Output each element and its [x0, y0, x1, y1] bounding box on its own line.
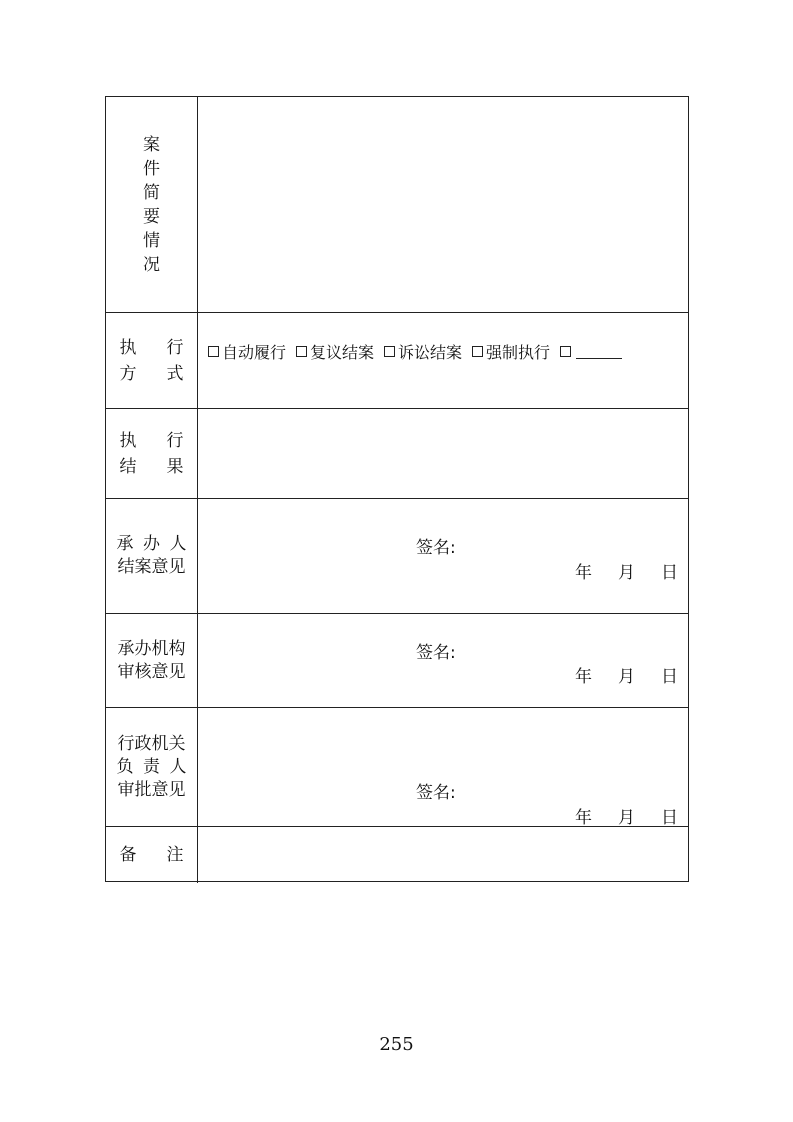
- label-char: 办: [143, 534, 160, 554]
- day-label: 日: [661, 667, 678, 687]
- label-char: 执: [119, 337, 137, 358]
- label-line: 审核意见: [117, 661, 186, 682]
- month-label: 月: [618, 808, 635, 828]
- label-char: 件: [143, 158, 160, 179]
- label-line: 承办机构: [117, 638, 186, 659]
- handler-opinion-field[interactable]: [198, 499, 688, 613]
- year-label: 年: [575, 667, 592, 687]
- label-char: 承: [116, 534, 134, 554]
- execution-result-row: [106, 409, 688, 499]
- label-char: 执: [119, 430, 137, 451]
- label-line: [120, 361, 184, 387]
- label-char: 要: [143, 206, 160, 227]
- other-blank-field[interactable]: [576, 344, 622, 359]
- signature-label: 签名:: [416, 538, 456, 558]
- label-char: 人: [169, 756, 187, 777]
- leader-approval-label: [106, 708, 198, 826]
- label-char: 况: [143, 254, 160, 275]
- month-label: 月: [618, 563, 635, 583]
- label-char: 案: [143, 134, 160, 155]
- handler-opinion-label: [106, 499, 198, 613]
- label-line: [120, 335, 184, 361]
- remarks-label: [106, 827, 198, 883]
- year-label: 年: [575, 563, 592, 583]
- label-char: 备: [119, 845, 137, 865]
- label-line: [117, 756, 187, 779]
- checkbox-icon[interactable]: [296, 346, 307, 357]
- day-label: 日: [661, 808, 678, 828]
- date-fields: [575, 803, 678, 828]
- leader-approval-field[interactable]: [198, 708, 688, 826]
- execution-result-label: [106, 409, 198, 498]
- label-char: 式: [166, 363, 184, 384]
- label-line: 行政机关: [117, 733, 186, 754]
- case-summary-field[interactable]: [198, 97, 688, 312]
- remarks-row: [106, 827, 688, 883]
- option-auto-performance[interactable]: [208, 340, 286, 363]
- label-line: 审批意见: [117, 779, 186, 800]
- execution-method-label: [106, 313, 198, 408]
- agency-review-field[interactable]: [198, 614, 688, 707]
- label-line: [120, 842, 184, 868]
- label-char: 行: [166, 337, 184, 358]
- label-line: [120, 428, 184, 454]
- year-label: 年: [575, 808, 592, 828]
- checkbox-icon[interactable]: [208, 346, 219, 357]
- label-char: 注: [166, 845, 184, 865]
- date-fields: [575, 662, 678, 687]
- execution-method-row: [106, 313, 688, 409]
- day-label: 日: [661, 563, 678, 583]
- option-litigation-closure[interactable]: [384, 340, 462, 363]
- leader-approval-row: [106, 708, 688, 827]
- label-char: 简: [143, 182, 160, 203]
- option-reconsideration-closure[interactable]: [296, 340, 374, 363]
- option-other[interactable]: [560, 344, 622, 359]
- case-closing-form: [105, 96, 689, 882]
- agency-review-row: [106, 614, 688, 708]
- checkbox-icon[interactable]: [560, 346, 571, 357]
- label-char: 结: [119, 456, 137, 477]
- label-line: [117, 533, 187, 556]
- label-char: 果: [166, 456, 184, 477]
- option-label: 强制执行: [486, 343, 551, 362]
- option-compulsory-execution[interactable]: [472, 340, 550, 363]
- execution-method-options: [198, 313, 688, 408]
- label-char: 方: [119, 363, 137, 384]
- month-label: 月: [618, 667, 635, 687]
- remarks-field[interactable]: [198, 827, 688, 883]
- option-label: 诉讼结案: [398, 343, 463, 362]
- date-fields: [575, 558, 678, 583]
- signature-label: 签名:: [416, 783, 456, 803]
- page-number: 255: [379, 1034, 414, 1055]
- option-label: 自动履行: [222, 343, 287, 362]
- label-char: 人: [169, 534, 187, 554]
- label-char: 情: [143, 230, 160, 251]
- label-line: 结案意见: [117, 557, 186, 577]
- option-label: 复议结案: [310, 343, 375, 362]
- case-summary-label: [106, 97, 198, 312]
- checkbox-icon[interactable]: [472, 346, 483, 357]
- case-summary-row: [106, 97, 688, 313]
- label-line: [120, 454, 184, 480]
- label-char: 负: [116, 756, 134, 777]
- handler-opinion-row: [106, 499, 688, 614]
- label-char: 行: [166, 430, 184, 451]
- label-char: 责: [143, 756, 160, 777]
- agency-review-label: [106, 614, 198, 707]
- signature-label: 签名:: [416, 643, 456, 663]
- checkbox-icon[interactable]: [384, 346, 395, 357]
- execution-result-field[interactable]: [198, 409, 688, 498]
